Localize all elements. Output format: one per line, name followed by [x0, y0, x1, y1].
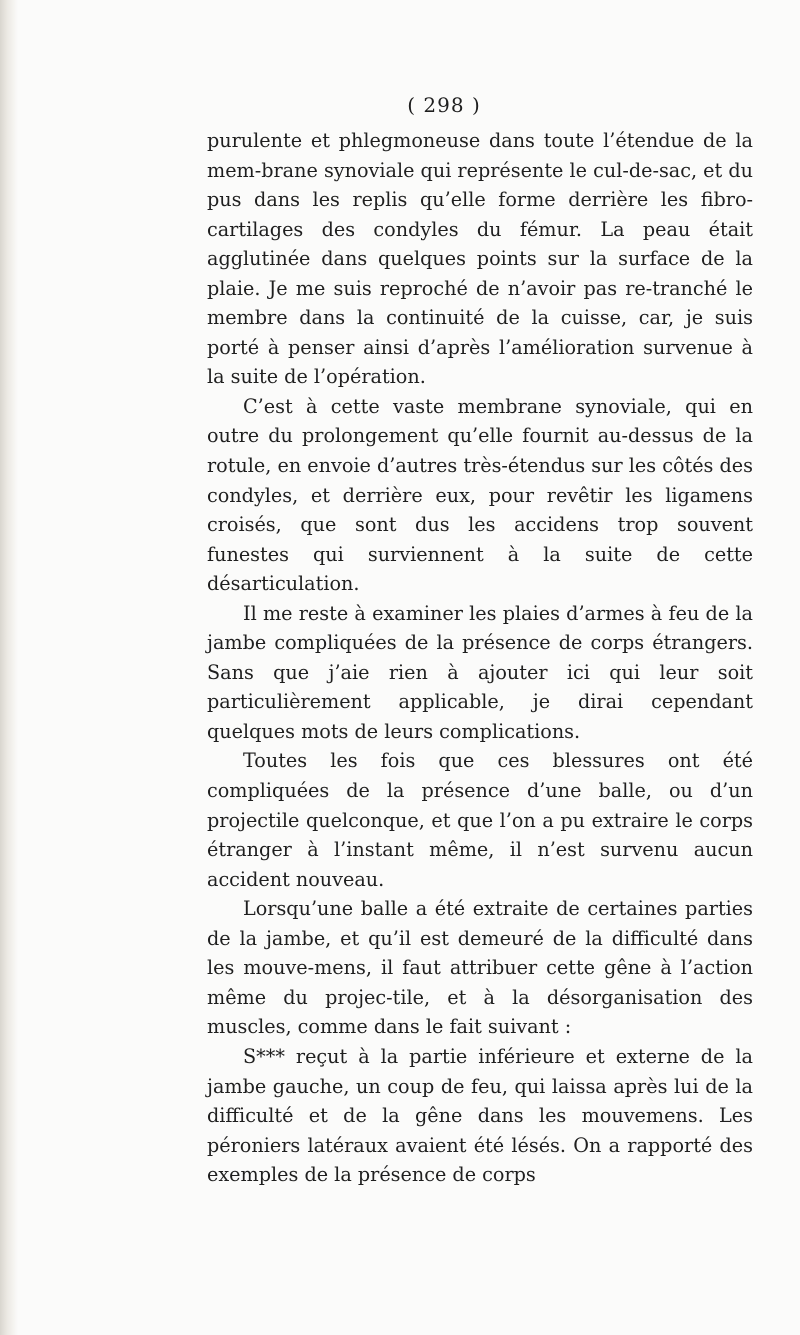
body-text	[207, 126, 753, 1190]
paragraph: Toutes les fois que ces blessures ont été compliquées de la présence d’une balle, ou d’un projectile quelconque, et que l’on a pu extraire le corps étranger à l’instant même, il n’est survenu aucun accident nouveau.	[207, 749, 753, 891]
page-number: ( 298 )	[407, 93, 481, 117]
paragraph: purulente et phlegmoneuse dans toute l’étendue de la mem-brane synoviale qui représente le cul-de-sac, et du pus dans les replis qu’elle forme derrière les fibro-cartilages des condyles du fémur. La peau était agglutinée dans quelques points sur la surface de la plaie. Je me suis reproché de n’avoir pas re-tranché le membre dans la continuité de la cuisse, car, je suis porté à penser ainsi d’après l’amélioration survenue à la suite de l’opération.	[207, 129, 753, 389]
paragraph: Il me reste à examiner les plaies d’armes à feu de la jambe compliquées de la présence de corps étrangers. Sans que j’aie rien à ajouter ici qui leur soit particulièrement applicable, je dirai cependant quelques mots de leurs complications.	[207, 601, 753, 743]
binding-edge	[0, 0, 18, 1335]
paragraph: S*** reçut à la partie inférieure et externe de la jambe gauche, un coup de feu, qui laissa après lui de la difficulté et de la gêne dans les mouvemens. Les péroniers latéraux avaient été lésés. On a rapporté des exemples de la présence de corps	[207, 1044, 753, 1187]
paragraph: Lorsqu’une balle a été extraite de certaines parties de la jambe, et qu’il est demeuré de la difficulté dans les mouve-mens, il faut attribuer cette gêne à l’action même du projec-tile, et à la désorganisation des muscles, comme dans le fait suivant :	[207, 897, 753, 1039]
paragraph: C’est à cette vaste membrane synoviale, qui en outre du prolongement qu’elle fournit au-dessus de la rotule, en envoie d’autres très-étendus sur les côtés des condyles, et derrière eux, pour revêtir les ligamens croisés, que sont dus les accidens trop souvent funestes qui surviennent à la suite de cette désarticulation.	[207, 394, 753, 596]
